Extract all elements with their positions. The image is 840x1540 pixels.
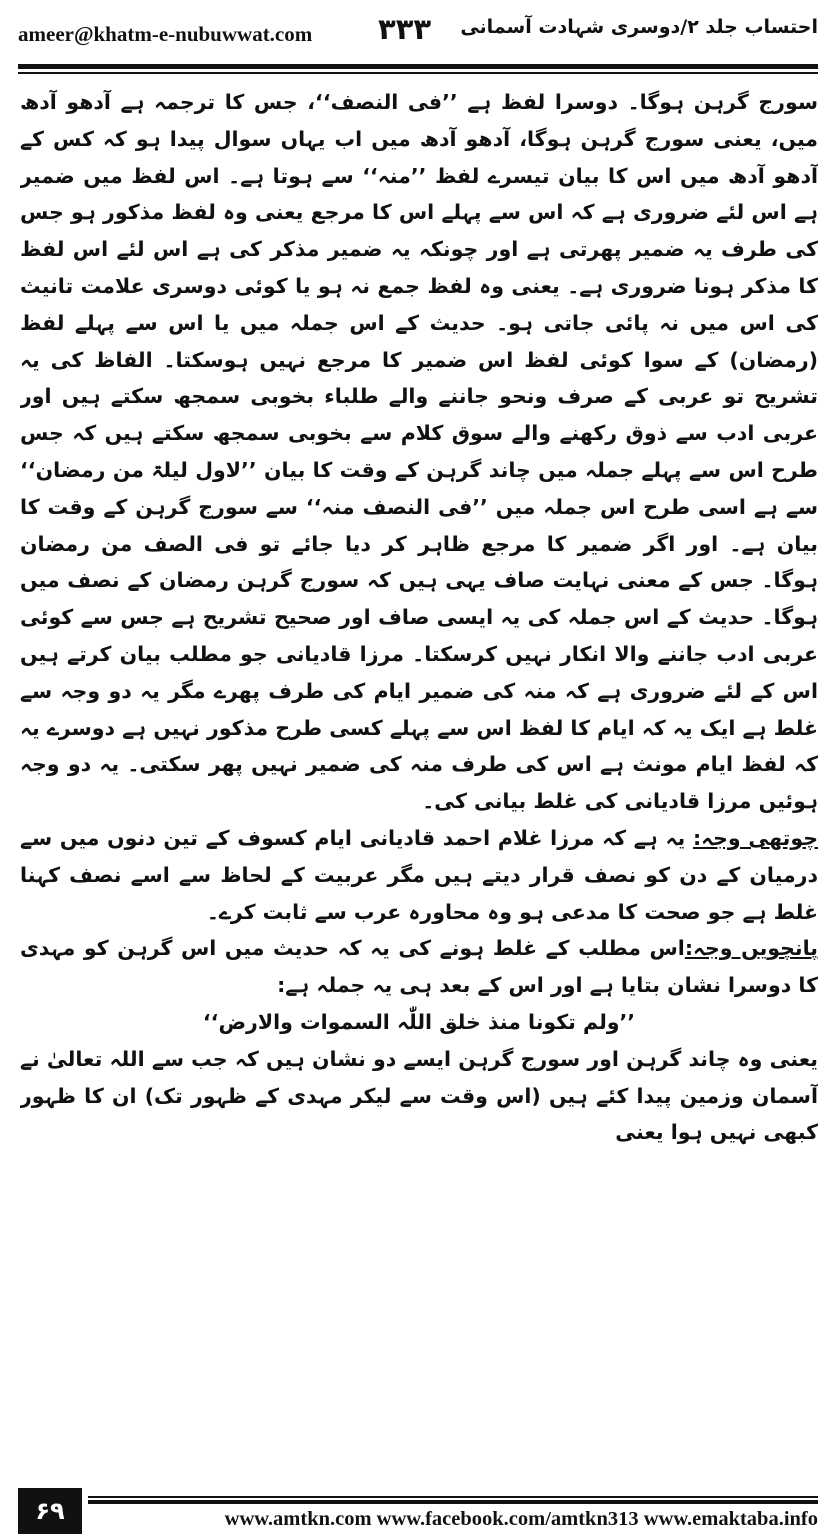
footer-page-number: ۶۹ — [18, 1488, 82, 1534]
hadith-quote: ’’ولم تکونا منذ خلق اللّٰہ السموات والارض‘‘ — [202, 1009, 636, 1034]
footer-links: www.amtkn.com www.facebook.com/amtkn313 www.emaktaba.info — [224, 1508, 818, 1530]
footer-rule-thin — [88, 1496, 818, 1498]
reason-5-heading: پانچویں وجہ: — [684, 936, 818, 961]
reason-4-heading: چوتھی وجہ: — [692, 825, 818, 850]
header-rule-thick — [18, 64, 818, 69]
page-body — [20, 84, 818, 1474]
header-rule-thin — [18, 72, 818, 74]
paragraph-reason-4 — [20, 820, 818, 930]
header-page-number: ۳۳۳ — [378, 12, 432, 46]
header-email: ameer@khatm-e-nubuwwat.com — [18, 22, 313, 46]
footer-rule-thick — [88, 1500, 818, 1504]
paragraph-reason-5 — [20, 930, 818, 1004]
reason-4-text: یہ ہے کہ مرزا غلام احمد قادیانی ایام کسوف کے تین دنوں میں سے درمیان کے دن کو نصف قرار دیتے ہیں مگر عربیت کے لحاظ سے اسے نصف کہنا غلط ہے جو صحت کا مدعی ہو وہ محاورہ عرب سے ثابت کرے۔ — [20, 825, 818, 924]
page-header — [18, 8, 818, 60]
reason-5-text: اس مطلب کے غلط ہونے کی یہ کہ حدیث میں اس گرہن کو مہدی کا دوسرا نشان بتایا ہے اور اس کے بعد ہی یہ جملہ ہے: — [20, 936, 818, 998]
paragraph-closing: یعنی وہ چاند گرہن اور سورج گرہن ایسے دو نشان ہیں کہ جب سے اللہ تعالیٰ نے آسمان وزمین پیدا کئے ہیں (اس وقت سے لیکر مہدی کے ظہور تک) ان کا ظہور کبھی نہیں ہوا یعنی — [20, 1046, 818, 1145]
header-title: احتساب جلد ۲/دوسری شہادت آسمانی — [460, 16, 818, 38]
paragraph-main: سورج گرہن ہوگا۔ دوسرا لفظ ہے ’’فی النصف‘‘، جس کا ترجمہ ہے آدھو آدھ میں، یعنی سورج گرہن ہوگا، آدھو آدھ میں اب یہاں سوال پیدا ہو کہ کس کے آدھو آدھ میں اس کا بیان تیسرے لفظ ’’منہ‘‘ سے ہوتا ہے۔ اس لفظ میں ضمیر ہے اس لئے ضروری ہے کہ اس سے پہلے اس کا مرجع یعنی وہ لفظ مذکور ہو جس کی طرف یہ ضمیر پھرتی ہے اور چونکہ یہ ضمیر مذکر کی ہے اس لئے اس لفظ کا مذکر ہونا ضروری ہے۔ یعنی وہ لفظ جمع نہ ہو یا کوئی دوسری علامت تانیث کی اس میں نہ پائی جاتی ہو۔ حدیث کے اس جملہ میں یا اس سے پہلے لفظ (رمضان) کے سوا کوئی لفظ اس ضمیر کا مرجع نہیں ہوسکتا۔ الفاظ کی یہ تشریح تو عربی کے صرف ونحو جاننے والے طلباء بخوبی سمجھ سکتے ہیں اور عربی ادب سے ذوق رکھنے والے سوق کلام سے بخوبی سمجھ سکتے ہیں کہ جس طرح اس سے پہلے جملہ میں چاند گرہن کے وقت کا بیان ’’لاول لیلۃ من رمضان‘‘ سے ہے اسی طرح اس جملہ میں ’’فی النصف منہ‘‘ سے سورج گرہن کے وقت کا بیان ہے۔ اور اگر ضمیر کا مرجع ظاہر کر دیا جائے تو فی الصف من رمضان ہوگا۔ جس کے معنی نہایت صاف یہی ہیں کہ سورج گرہن رمضان کے نصف میں ہوگا۔ حدیث کے اس جملہ کی یہ ایسی صاف اور صحیح تشریح ہے جس سے کوئی عربی ادب جاننے والا انکار نہیں کرسکتا۔ مرزا قادیانی جو مطلب بیان کرتے ہیں اس کے لئے ضروری ہے کہ منہ کی ضمیر ایام کی طرف پھرے مگر یہ دو وجہ سے غلط ہے ایک یہ کہ ایام کا لفظ اس سے پہلے کسی طرح مذکور نہیں ہے دوسرے یہ کہ لفظ ایام مونث ہے اس کی طرف منہ کی ضمیر نہیں پھر سکتی۔ یہ دو وجہ ہوئیں مرزا قادیانی کی غلط بیانی کی۔ — [20, 90, 818, 814]
